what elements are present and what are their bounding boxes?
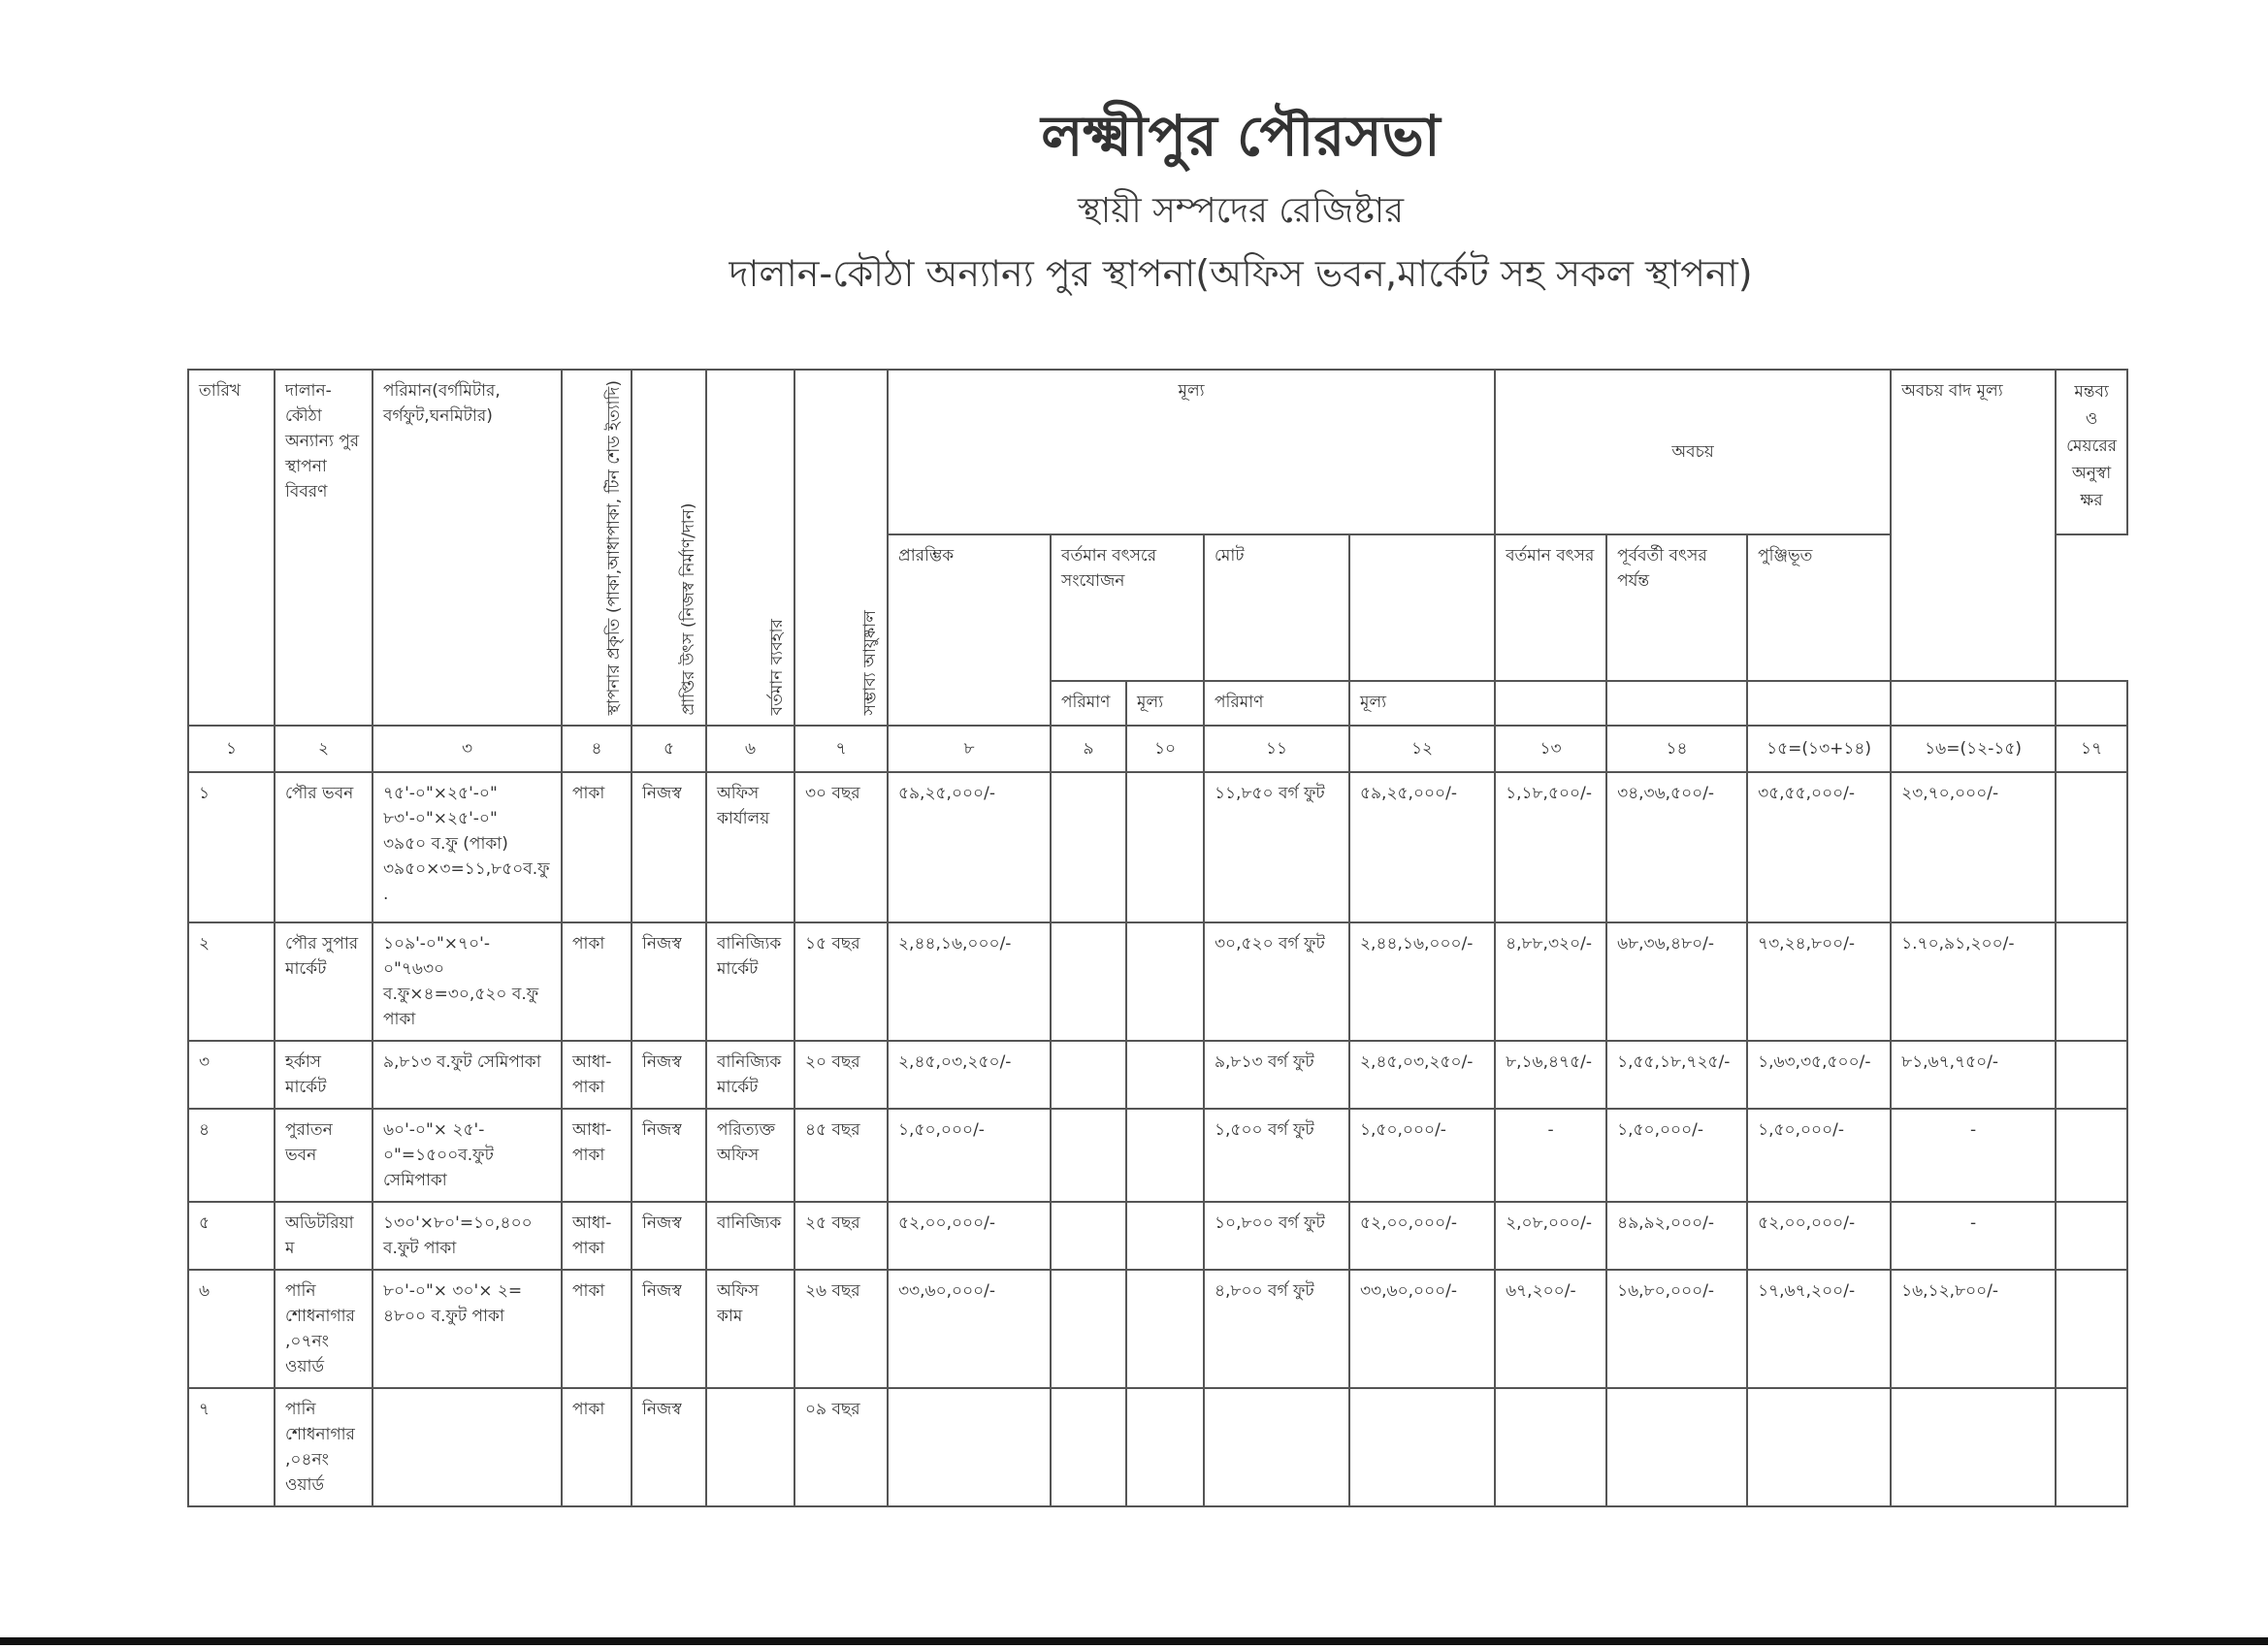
quantity-line: ৭৫'-০"×২৫'-০": [383, 784, 498, 804]
use-cell: বানিজ্যিক মার্কেট: [706, 1041, 794, 1109]
quantity-line: ১৩০'×৮০'=১০,৪০০: [383, 1213, 533, 1234]
header-value: মূল্য: [888, 370, 1495, 534]
quantity-cell: [373, 1041, 562, 1109]
header-total: মোট: [1204, 534, 1349, 681]
column-number: ১৫=(১৩+১৪): [1747, 726, 1891, 772]
column-number: ৩: [373, 726, 562, 772]
source-cell: নিজস্ব: [632, 922, 706, 1041]
addition-value-cell: [1126, 1109, 1204, 1202]
net-value-cell: [1891, 1388, 2056, 1506]
addition-amount-cell: [1051, 1041, 1126, 1109]
header-dep-previous: পূর্ববর্তী বৎসর পর্যন্ত: [1606, 534, 1747, 681]
total-value-cell: ১,৫০,০০০/-: [1349, 1109, 1495, 1202]
addition-amount-cell: [1051, 1270, 1126, 1388]
dep-cumulative-cell: ৫২,০০,০০০/-: [1747, 1202, 1891, 1270]
column-number: ১২: [1349, 726, 1495, 772]
source-cell: নিজস্ব: [632, 1270, 706, 1388]
header-description: দালান-কৌঠা অন্যান্য পুর স্থাপনা বিবরণ: [275, 370, 373, 726]
serial-cell: ৩: [188, 1041, 275, 1109]
quantity-line: ৩৯৫০×৩=১১,৮৫০ব.ফু: [383, 859, 550, 880]
net-value-cell: ৮১,৬৭,৭৫০/-: [1891, 1041, 2056, 1109]
remarks-cell: [2056, 1109, 2127, 1202]
addition-value-cell: [1126, 1202, 1204, 1270]
source-cell: নিজস্ব: [632, 1202, 706, 1270]
dep-cumulative-cell: ১৭,৬৭,২০০/-: [1747, 1270, 1891, 1388]
remarks-cell: [2056, 1270, 2127, 1388]
source-cell: নিজস্ব: [632, 1388, 706, 1506]
net-value-cell: -: [1891, 1202, 2056, 1270]
column-number: ১৭: [2056, 726, 2127, 772]
initial-value-cell: ৫৯,২৫,০০০/-: [888, 772, 1051, 922]
remarks-cell: [2056, 1388, 2127, 1506]
column-number: ১: [188, 726, 275, 772]
table-row: [188, 1109, 2127, 1202]
quantity-cell: [373, 922, 562, 1041]
quantity-line: ৩৯৫০ ব.ফু (পাকা): [383, 834, 508, 855]
column-number: ৬: [706, 726, 794, 772]
table-row: [188, 1202, 2127, 1270]
header-total-amount: পরিমাণ: [1204, 681, 1349, 726]
total-value-cell: ২,৪৪,১৬,০০০/-: [1349, 922, 1495, 1041]
dep-cumulative-cell: ১,৬৩,৩৫,৫০০/-: [1747, 1041, 1891, 1109]
quantity-cell: [373, 1109, 562, 1202]
column-number: ৮: [888, 726, 1051, 772]
quantity-line: ৬০'-০"× ২৫'-: [383, 1120, 485, 1141]
table-row: [188, 1041, 2127, 1109]
header-source: প্রাপ্তির উৎস (নিজস্ব নির্মাণ/দান): [632, 370, 706, 726]
total-value-cell: ৫৯,২৫,০০০/-: [1349, 772, 1495, 922]
total-value-cell: ২,৪৫,০৩,২৫০/-: [1349, 1041, 1495, 1109]
serial-cell: ৭: [188, 1388, 275, 1506]
header-empty-13: [1495, 681, 1606, 726]
initial-value-cell: ৩৩,৬০,০০০/-: [888, 1270, 1051, 1388]
lifespan-cell: ২৬ বছর: [794, 1270, 888, 1388]
document-header: [0, 97, 2268, 301]
source-cell: নিজস্ব: [632, 1041, 706, 1109]
total-value-cell: ৩৩,৬০,০০০/-: [1349, 1270, 1495, 1388]
description-cell: পুরাতন ভবন: [275, 1109, 373, 1202]
lifespan-cell: ১৫ বছর: [794, 922, 888, 1041]
dep-cumulative-cell: ৩৫,৫৫,০০০/-: [1747, 772, 1891, 922]
dep-previous-cell: ১,৫০,০০০/-: [1606, 1109, 1747, 1202]
total-amount-cell: ১১,৮৫০ বর্গ ফুট: [1204, 772, 1349, 922]
column-number: ১৪: [1606, 726, 1747, 772]
description-cell: পৌর সুপার মার্কেট: [275, 922, 373, 1041]
table-row: [188, 1270, 2127, 1388]
net-value-cell: ১৬,১২,৮০০/-: [1891, 1270, 2056, 1388]
dep-previous-cell: ৬৮,৩৬,৪৮০/-: [1606, 922, 1747, 1041]
net-value-cell: ২৩,৭০,০০০/-: [1891, 772, 2056, 922]
lifespan-cell: ২৫ বছর: [794, 1202, 888, 1270]
use-cell: পরিত্যক্ত অফিস: [706, 1109, 794, 1202]
column-number: ১৬=(১২-১৫): [1891, 726, 2056, 772]
addition-amount-cell: [1051, 1109, 1126, 1202]
header-quantity: পরিমান(বর্গমিটার, বর্গফুট,ঘনমিটার): [373, 370, 562, 726]
description-cell: অডিটরিয়াম: [275, 1202, 373, 1270]
net-value-cell: ১.৭০,৯১,২০০/-: [1891, 922, 2056, 1041]
dep-current-cell: ১,১৮,৫০০/-: [1495, 772, 1606, 922]
page-title: লক্ষ্মীপুর পৌরসভা: [1041, 103, 1441, 169]
header-addition: বর্তমান বৎসরে সংযোজন: [1051, 534, 1204, 681]
column-number: ১১: [1204, 726, 1349, 772]
quantity-cell: [373, 1202, 562, 1270]
initial-value-cell: ১,৫০,০০০/-: [888, 1109, 1051, 1202]
total-amount-cell: [1204, 1388, 1349, 1506]
use-cell: [706, 1388, 794, 1506]
initial-value-cell: ২,৪৪,১৬,০০০/-: [888, 922, 1051, 1041]
header-dep-current: বর্তমান বৎসর: [1495, 534, 1606, 681]
table-row: [188, 922, 2127, 1041]
dep-previous-cell: ১,৫৫,১৮,৭২৫/-: [1606, 1041, 1747, 1109]
nature-cell: পাকা: [562, 1388, 632, 1506]
serial-cell: ৬: [188, 1270, 275, 1388]
header-blank: [1349, 534, 1495, 681]
net-value-cell: -: [1891, 1109, 2056, 1202]
use-cell: অফিস কাম: [706, 1270, 794, 1388]
total-value-cell: [1349, 1388, 1495, 1506]
dep-current-cell: ৬৭,২০০/-: [1495, 1270, 1606, 1388]
header-net-value: অবচয় বাদ মূল্য: [1891, 370, 2056, 681]
header-remarks-spacer: [2056, 534, 2127, 681]
header-depreciation: অবচয়: [1495, 370, 1891, 534]
total-amount-cell: ১০,৮০০ বর্গ ফুট: [1204, 1202, 1349, 1270]
total-amount-cell: ৯,৮১৩ বর্গ ফুট: [1204, 1041, 1349, 1109]
header-total-price: মূল্য: [1349, 681, 1495, 726]
addition-value-cell: [1126, 1388, 1204, 1506]
column-number: ৭: [794, 726, 888, 772]
header-date: তারিখ: [188, 370, 275, 726]
table-row: [188, 772, 2127, 922]
dep-cumulative-cell: [1747, 1388, 1891, 1506]
dep-current-cell: ৪,৮৮,৩২০/-: [1495, 922, 1606, 1041]
addition-amount-cell: [1051, 922, 1126, 1041]
serial-cell: ৫: [188, 1202, 275, 1270]
source-cell: নিজস্ব: [632, 1109, 706, 1202]
source-cell: নিজস্ব: [632, 772, 706, 922]
total-value-cell: ৫২,০০,০০০/-: [1349, 1202, 1495, 1270]
asset-register-table: [187, 369, 2128, 1507]
dep-cumulative-cell: ১,৫০,০০০/-: [1747, 1109, 1891, 1202]
dep-current-cell: ২,০৮,০০০/-: [1495, 1202, 1606, 1270]
header-add-amount: পরিমাণ: [1051, 681, 1126, 726]
dep-cumulative-cell: ৭৩,২৪,৮০০/-: [1747, 922, 1891, 1041]
column-number: ৪: [562, 726, 632, 772]
addition-amount-cell: [1051, 1202, 1126, 1270]
description-cell: পানি শোধনাগার ,০৭নং ওয়ার্ড: [275, 1270, 373, 1388]
quantity-cell: [373, 772, 562, 922]
nature-cell: পাকা: [562, 772, 632, 922]
addition-amount-cell: [1051, 1388, 1126, 1506]
addition-value-cell: [1126, 772, 1204, 922]
remarks-cell: [2056, 922, 2127, 1041]
description-cell: পানি শোধনাগার ,০৪নং ওয়ার্ড: [275, 1388, 373, 1506]
addition-amount-cell: [1051, 772, 1126, 922]
header-add-price: মূল্য: [1126, 681, 1204, 726]
quantity-line: ০"৭৬৩০: [383, 959, 445, 980]
serial-cell: ২: [188, 922, 275, 1041]
nature-cell: পাকা: [562, 922, 632, 1041]
lifespan-cell: ০৯ বছর: [794, 1388, 888, 1506]
header-remarks: মন্তব্য ও মেয়রের অনুস্বাক্ষর: [2056, 370, 2127, 534]
initial-value-cell: [888, 1388, 1051, 1506]
quantity-line: ৯,৮১৩ ব.ফুট সেমিপাকা: [383, 1052, 541, 1073]
column-number: ২: [275, 726, 373, 772]
header-current-use: বর্তমান ব্যবহার: [706, 370, 794, 726]
quantity-line: ব.ফু×৪=৩০,৫২০ ব.ফু: [383, 985, 539, 1005]
addition-value-cell: [1126, 1041, 1204, 1109]
nature-cell: পাকা: [562, 1270, 632, 1388]
addition-value-cell: [1126, 922, 1204, 1041]
dep-previous-cell: ১৬,৮০,০০০/-: [1606, 1270, 1747, 1388]
total-amount-cell: ১,৫০০ বর্গ ফুট: [1204, 1109, 1349, 1202]
dep-previous-cell: ৩৪,৩৬,৫০০/-: [1606, 772, 1747, 922]
use-cell: বানিজ্যিক: [706, 1202, 794, 1270]
page-subtitle: স্থায়ী সম্পদের রেজিষ্টার: [1077, 191, 1405, 231]
quantity-line: সেমিপাকা: [383, 1171, 447, 1191]
serial-cell: ৪: [188, 1109, 275, 1202]
initial-value-cell: ৫২,০০,০০০/-: [888, 1202, 1051, 1270]
nature-cell: আধা-পাকা: [562, 1109, 632, 1202]
header-nature: স্থাপনার প্রকৃতি (পাকা,আধাপাকা, টিন শেড ইত্যাদি): [562, 370, 632, 726]
quantity-line: পাকা: [383, 1010, 416, 1030]
dep-current-cell: [1495, 1388, 1606, 1506]
column-number: ৫: [632, 726, 706, 772]
lifespan-cell: ৩০ বছর: [794, 772, 888, 922]
description-cell: হর্কাস মার্কেট: [275, 1041, 373, 1109]
dep-current-cell: -: [1495, 1109, 1606, 1202]
column-number: ৯: [1051, 726, 1126, 772]
quantity-cell: [373, 1388, 562, 1506]
header-empty-14: [1606, 681, 1747, 726]
description-cell: পৌর ভবন: [275, 772, 373, 922]
header-empty-15: [1747, 681, 1891, 726]
quantity-line: ৮৩'-০"×২৫'-০": [383, 809, 498, 829]
remarks-cell: [2056, 1041, 2127, 1109]
quantity-line: ব.ফুট পাকা: [383, 1239, 457, 1259]
column-number: ১৩: [1495, 726, 1606, 772]
use-cell: অফিস কার্যালয়: [706, 772, 794, 922]
quantity-line: ১০৯'-০"×৭০'-: [383, 934, 490, 954]
total-amount-cell: ৩০,৫২০ বর্গ ফুট: [1204, 922, 1349, 1041]
initial-value-cell: ২,৪৫,০৩,২৫০/-: [888, 1041, 1051, 1109]
lifespan-cell: ২০ বছর: [794, 1041, 888, 1109]
lifespan-cell: ৪৫ বছর: [794, 1109, 888, 1202]
remarks-cell: [2056, 772, 2127, 922]
nature-cell: আধা-পাকা: [562, 1202, 632, 1270]
page-edge: [0, 1637, 2268, 1645]
total-amount-cell: ৪,৮০০ বর্গ ফুট: [1204, 1270, 1349, 1388]
remarks-cell: [2056, 1202, 2127, 1270]
column-number-row: [188, 726, 2127, 772]
quantity-cell: [373, 1270, 562, 1388]
table-row: [188, 1388, 2127, 1506]
nature-cell: আধা-পাকা: [562, 1041, 632, 1109]
column-number: ১০: [1126, 726, 1204, 772]
dep-previous-cell: [1606, 1388, 1747, 1506]
serial-cell: ১: [188, 772, 275, 922]
header-dep-cumulative: পুঞ্জিভূত: [1747, 534, 1891, 681]
use-cell: বানিজ্যিক মার্কেট: [706, 922, 794, 1041]
quantity-line: ৮০'-০"× ৩০'× ২=: [383, 1281, 523, 1302]
section-title: দালান-কৌঠা অন্যান্য পুর স্থাপনা(অফিস ভবন,মার্কেট সহ সকল স্থাপনা): [729, 252, 1753, 295]
addition-value-cell: [1126, 1270, 1204, 1388]
dep-previous-cell: ৪৯,৯২,০০০/-: [1606, 1202, 1747, 1270]
header-initial: প্রারম্ভিক: [888, 534, 1051, 726]
quantity-line: .: [383, 885, 389, 905]
header-lifespan: সম্ভাব্য আয়ুষ্কাল: [794, 370, 888, 726]
header-empty-17: [2056, 681, 2127, 726]
quantity-line: ০"=১৫০০ব.ফুট: [383, 1146, 494, 1166]
quantity-line: ৪৮০০ ব.ফুট পাকা: [383, 1307, 504, 1327]
dep-current-cell: ৮,১৬,৪৭৫/-: [1495, 1041, 1606, 1109]
header-empty-16: [1891, 681, 2056, 726]
